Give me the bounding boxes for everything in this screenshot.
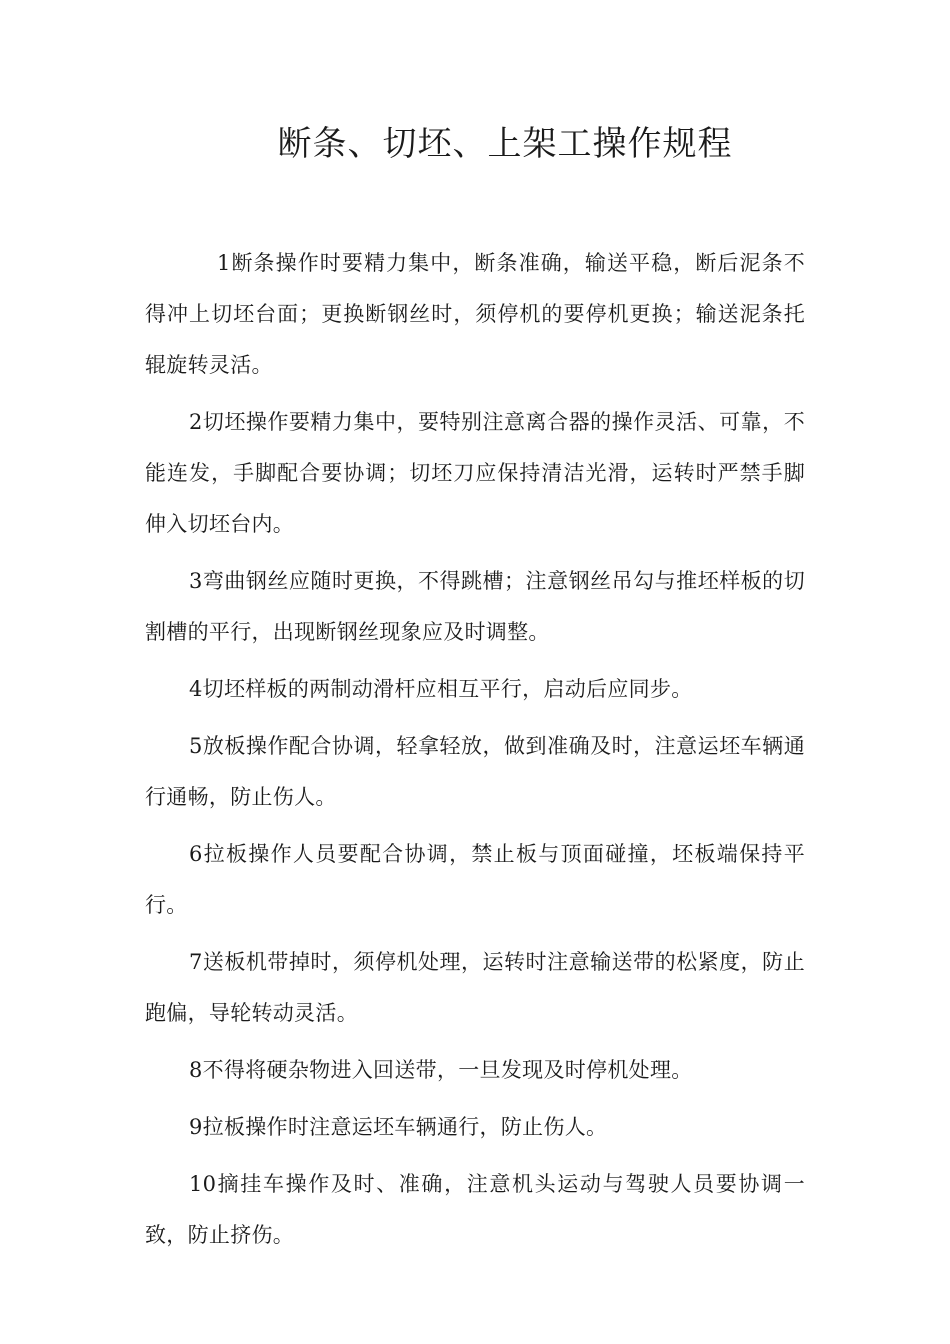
paragraph-5: 5放板操作配合协调，轻拿轻放，做到准确及时，注意运坯车辆通行通畅，防止伤人。: [145, 734, 805, 809]
paragraph-3: 3弯曲钢丝应随时更换，不得跳槽；注意钢丝吊勾与推坯样板的切割槽的平行，出现断钢丝现象应及时调整。: [145, 569, 805, 644]
document-title: 断条、切坯、上架工操作规程: [277, 124, 733, 164]
document-body: [145, 238, 805, 1267]
paragraph-8: 8不得将硬杂物进入回送带，一旦发现及时停机处理。: [189, 1058, 693, 1082]
paragraph-7: 7送板机带掉时，须停机处理，运转时注意输送带的松紧度，防止跑偏，导轮转动灵活。: [145, 950, 805, 1025]
paragraph-6: 6拉板操作人员要配合协调，禁止板与顶面碰撞，坯板端保持平行。: [145, 842, 805, 917]
paragraph-10: 10摘挂车操作及时、准确，注意机头运动与驾驶人员要协调一致，防止挤伤。: [145, 1172, 805, 1247]
paragraph-4: 4切坯样板的两制动滑杆应相互平行，启动后应同步。: [189, 677, 693, 701]
paragraph-9: 9拉板操作时注意运坯车辆通行，防止伤人。: [189, 1115, 608, 1139]
paragraph-1: 1断条操作时要精力集中，断条准确，输送平稳，断后泥条不得冲上切坯台面；更换断钢丝时，须停机的要停机更换；输送泥条托辊旋转灵活。: [145, 251, 805, 377]
paragraph-2: 2切坯操作要精力集中，要特别注意离合器的操作灵活、可靠，不能连发，手脚配合要协调；切坯刀应保持清洁光滑，运转时严禁手脚伸入切坯台内。: [145, 410, 805, 536]
